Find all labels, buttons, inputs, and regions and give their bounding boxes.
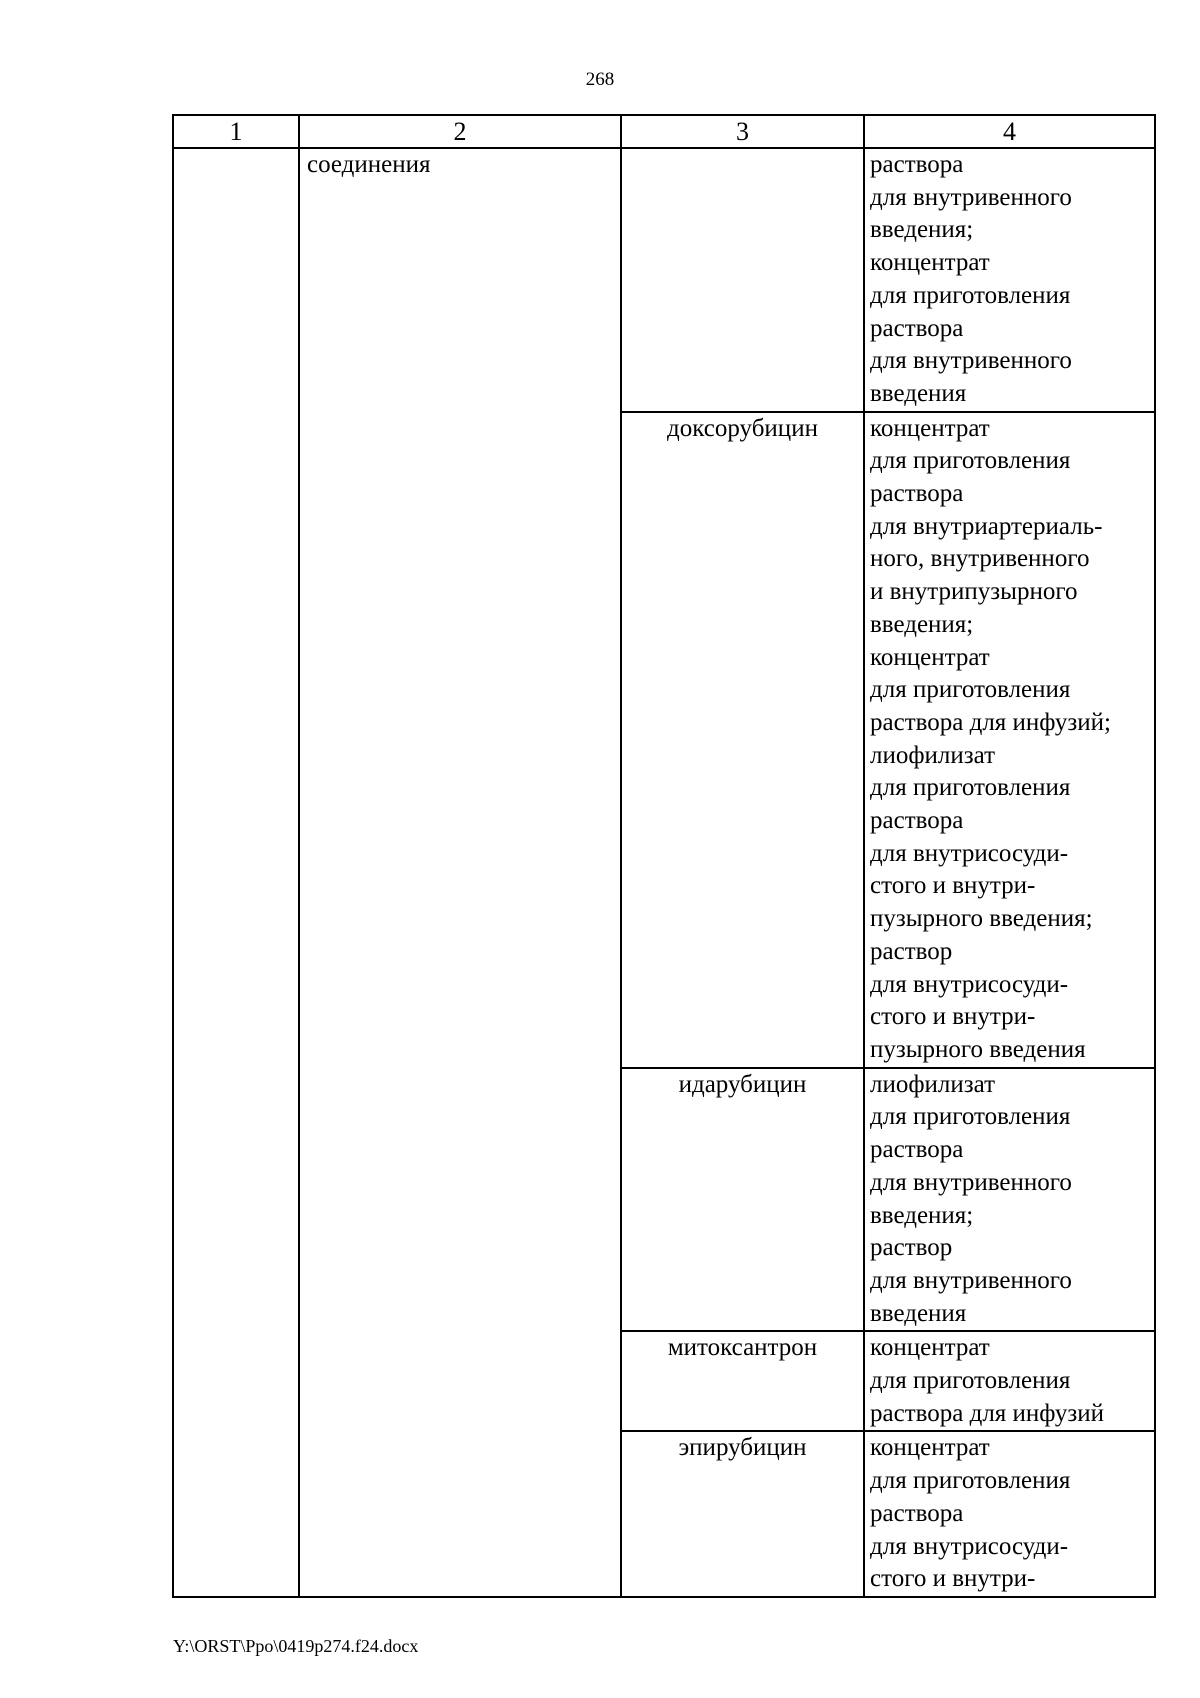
dosage-form-line: концентрат [870, 643, 990, 671]
table-row [173, 148, 1155, 412]
dosage-form-line: лиофилизат [870, 741, 996, 769]
dosage-form-line: введения; [870, 1201, 974, 1229]
dosage-form-line: для приготовления [870, 774, 1071, 802]
dosage-form-line: для приготовления [870, 676, 1071, 704]
dosage-form-line: ного, внутривенного [870, 545, 1090, 573]
dosage-form-line: концентрат [870, 249, 990, 277]
cell-drug-name [621, 1068, 864, 1332]
drug-name: идарубицин [678, 1070, 807, 1098]
dosage-form-line: раствор [870, 937, 953, 965]
dosage-form-line: для внутриартериаль- [870, 512, 1103, 540]
dosage-form-line: для приготовления [870, 447, 1071, 475]
cell-dosage-forms [864, 412, 1155, 1068]
header-col-2: 2 [299, 115, 621, 148]
cell-dosage-forms [864, 1331, 1155, 1431]
dosage-form-line: раствора [870, 807, 964, 835]
dosage-form-line: и внутрипузырного [870, 578, 1078, 606]
dosage-form-line: для приготовления [870, 1103, 1071, 1131]
footer-file-path: Y:\ORST\Ppo\0419p274.f24.docx [173, 1636, 419, 1656]
dosage-form-line: для внутрисосуди- [870, 970, 1069, 998]
dosage-form-line: для внутрисосуди- [870, 1532, 1069, 1560]
dosage-form-line: лиофилизат [870, 1070, 996, 1098]
dosage-form-line: для приготовления [870, 1467, 1071, 1495]
dosage-form-line: стого и внутри- [870, 1565, 1036, 1593]
table-header-row [173, 115, 1155, 148]
dosage-form-line: раствора [870, 480, 964, 508]
drug-table [172, 114, 1156, 1598]
header-col-1: 1 [173, 115, 299, 148]
cell-dosage-forms [864, 1068, 1155, 1332]
dosage-form-line: раствора [870, 151, 964, 178]
drug-name: доксорубицин [667, 414, 818, 442]
dosage-form-line: введения [870, 379, 967, 407]
dosage-form-line: раствора для инфузий [870, 1399, 1105, 1427]
dosage-form-line: для внутрисосуди- [870, 839, 1069, 867]
dosage-form-line: стого и внутри- [870, 1003, 1036, 1031]
dosage-form-line: для внутривенного [870, 1168, 1072, 1196]
cell-group-name [299, 148, 621, 1597]
dosage-form-line: для внутривенного [870, 1266, 1072, 1294]
dosage-form-line: для приготовления [870, 1367, 1071, 1395]
dosage-form-line: концентрат [870, 414, 990, 442]
dosage-form-line: раствора [870, 1136, 964, 1164]
dosage-form-line: раствора для инфузий; [870, 708, 1111, 736]
dosage-form-line: концентрат [870, 1434, 990, 1462]
dosage-form-line: введения [870, 1299, 967, 1327]
cell-dosage-forms [864, 148, 1155, 412]
cell-drug-name [621, 1331, 864, 1431]
cell-col-1 [173, 148, 299, 1597]
drug-name: эпирубицин [678, 1434, 807, 1462]
cell-drug-name [621, 412, 864, 1068]
header-col-3: 3 [621, 115, 864, 148]
dosage-form-line: пузырного введения [870, 1035, 1086, 1063]
page-number: 268 [585, 69, 615, 90]
dosage-form-line: введения; [870, 610, 974, 638]
dosage-form-line: пузырного введения; [870, 905, 1093, 933]
dosage-form-line: для внутривенного [870, 347, 1072, 375]
cell-drug-name [621, 148, 864, 412]
dosage-form-line: стого и внутри- [870, 872, 1036, 900]
cell-dosage-forms [864, 1431, 1155, 1597]
cell-drug-name [621, 1431, 864, 1597]
dosage-form-line: концентрат [870, 1334, 990, 1362]
header-col-4: 4 [864, 115, 1155, 148]
dosage-form-line: введения; [870, 216, 974, 244]
dosage-form-line: для внутривенного [870, 183, 1072, 211]
group-name-text: соединения [307, 151, 431, 178]
dosage-form-line: для приготовления [870, 281, 1071, 309]
dosage-form-line: раствора [870, 314, 964, 342]
drug-name: митоксантрон [667, 1334, 818, 1362]
dosage-form-line: раствор [870, 1234, 953, 1262]
dosage-form-line: раствора [870, 1499, 964, 1527]
